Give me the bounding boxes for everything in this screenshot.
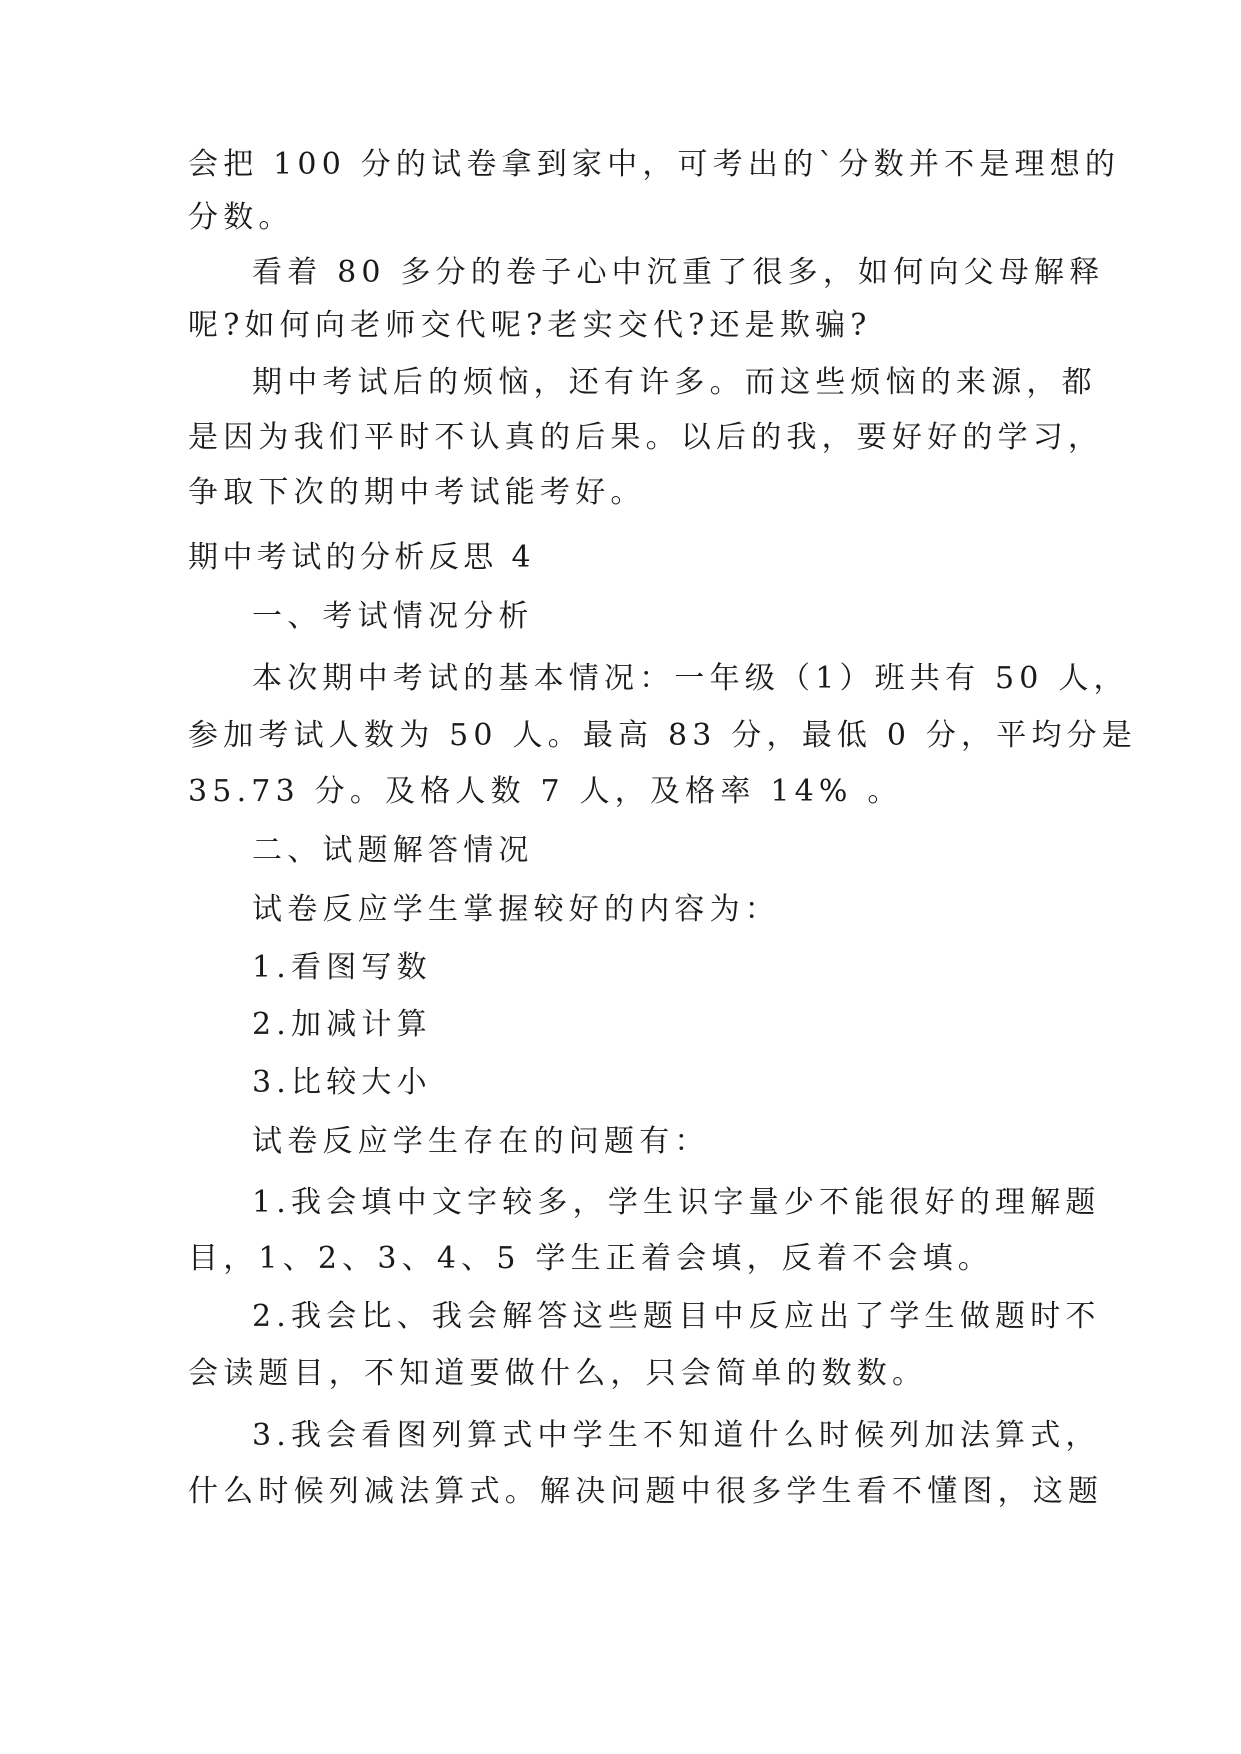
paragraph-line: 试卷反应学生掌握较好的内容为： xyxy=(252,892,780,927)
list-item: 3.比较大小 xyxy=(252,1065,432,1100)
paragraph-line: 呢?如何向老师交代呢?老实交代?还是欺骗? xyxy=(188,308,872,343)
paragraph-line: 本次期中考试的基本情况：一年级（1）班共有 50 人， xyxy=(252,661,1129,696)
list-item: 1.我会填中文字较多，学生识字量少不能很好的理解题 xyxy=(252,1185,1101,1220)
list-item: 2.我会比、我会解答这些题目中反应出了学生做题时不 xyxy=(252,1299,1101,1334)
list-item-continuation: 目，1、2、3、4、5 学生正着会填，反着不会填。 xyxy=(188,1241,993,1276)
subsection-heading: 一、考试情况分析 xyxy=(252,599,534,634)
list-item: 2.加减计算 xyxy=(252,1007,432,1042)
list-item: 1.看图写数 xyxy=(252,950,432,985)
section-heading: 期中考试的分析反思 4 xyxy=(188,540,536,575)
paragraph-line: 期中考试后的烦恼，还有许多。而这些烦恼的来源，都 xyxy=(252,365,1097,400)
paragraph-line: 会把 100 分的试卷拿到家中，可考出的`分数并不是理想的 xyxy=(188,147,1121,182)
list-item: 3.我会看图列算式中学生不知道什么时候列加法算式， xyxy=(252,1418,1101,1453)
paragraph-line: 参加考试人数为 50 人。最高 83 分，最低 0 分，平均分是 xyxy=(188,718,1138,753)
list-item-continuation: 会读题目，不知道要做什么，只会简单的数数。 xyxy=(188,1356,928,1391)
subsection-heading: 二、试题解答情况 xyxy=(252,833,534,868)
paragraph-line: 试卷反应学生存在的问题有： xyxy=(252,1124,710,1159)
paragraph-line: 看着 80 多分的卷子心中沉重了很多，如何向父母解释 xyxy=(252,255,1105,290)
list-item-continuation: 什么时候列减法算式。解决问题中很多学生看不懂图，这题 xyxy=(188,1474,1104,1509)
paragraph-line: 35.73 分。及格人数 7 人，及格率 14% 。 xyxy=(188,774,903,809)
paragraph-line: 争取下次的期中考试能考好。 xyxy=(188,475,646,510)
paragraph-line: 分数。 xyxy=(188,200,294,235)
paragraph-line: 是因为我们平时不认真的后果。以后的我，要好好的学习， xyxy=(188,420,1104,455)
